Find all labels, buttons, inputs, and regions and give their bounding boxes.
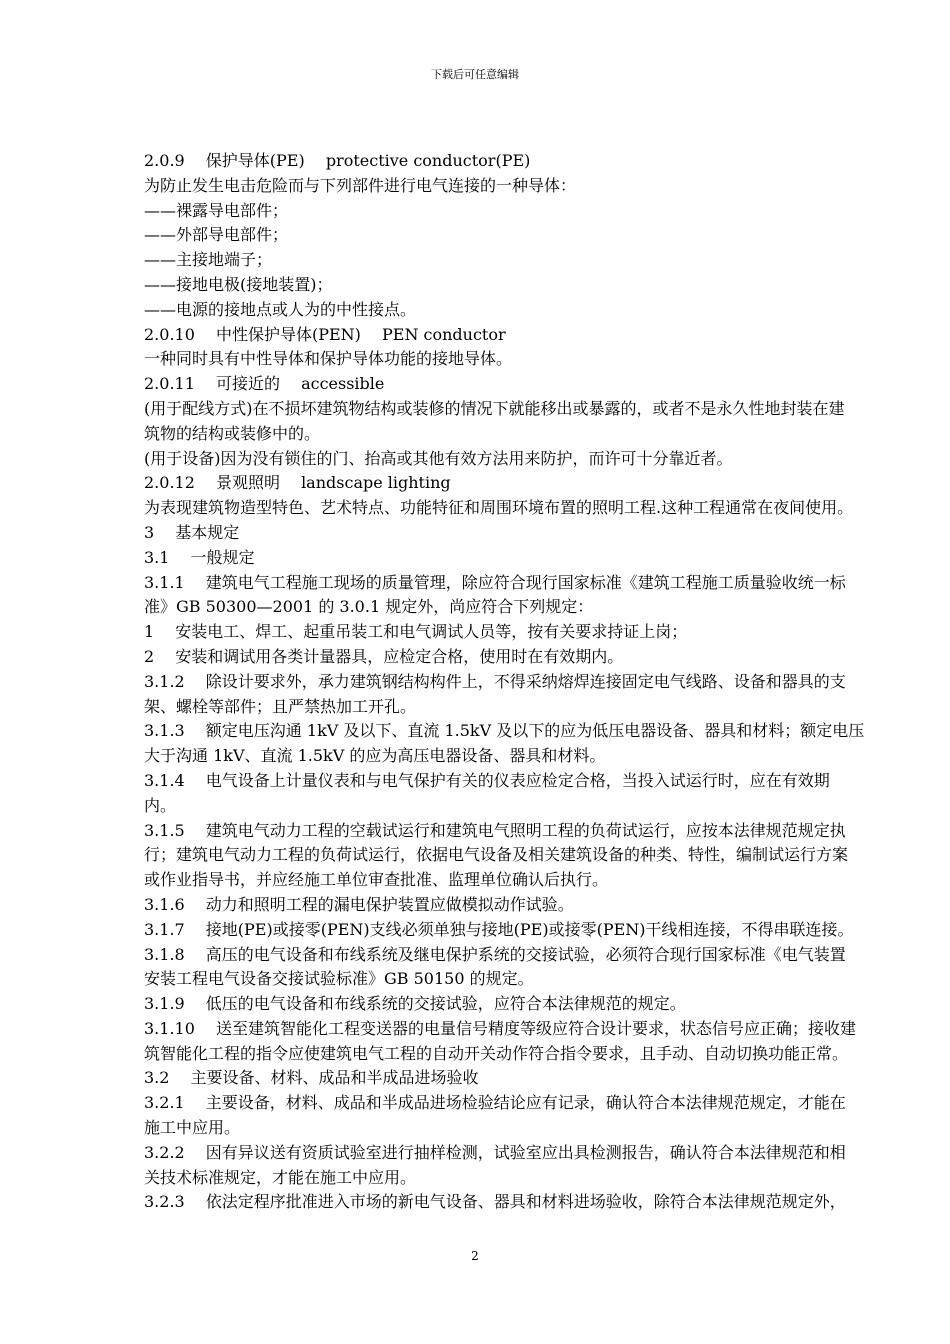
page-number: 2 — [471, 1249, 479, 1263]
text-line: 3.1.7 接地(PE)或接零(PEN)支线必须单独与接地(PE)或接零(PEN)干线相连接，不得串联连接。 — [144, 919, 854, 939]
text-line: 3.1.2 除设计要求外，承力建筑钢结构构件上，不得采纳熔焊连接固定电气线路、设备和器具的支 — [144, 671, 846, 691]
text-line: 为表现建筑物造型特色、艺术特点、功能特征和周围环境布置的照明工程.这种工程通常在夜间使用。 — [144, 498, 854, 518]
text-line: 3.2.3 依法定程序批准进入市场的新电气设备、器具和材料进场验收，除符合本法律规范规定外， — [144, 1192, 846, 1212]
text-line: 筑物的结构或装修中的。 — [144, 423, 321, 443]
text-line: 3.2.2 因有异议送有资质试验室进行抽样检测，试验室应出具检测报告，确认符合本法律规范和相 — [144, 1142, 846, 1162]
text-line: 1 安装电工、焊工、起重吊装工和电气调试人员等，按有关要求持证上岗； — [144, 622, 688, 642]
text-line: 2.0.12 景观照明 landscape lighting — [144, 473, 451, 493]
text-line: 行；建筑电气动力工程的负荷试运行，依据电气设备及相关建筑设备的种类、特性，编制试运行方案 — [144, 845, 849, 865]
text-line: (用于配线方式)在不损坏建筑物结构或装修的情况下就能移出或暴露的，或者不是永久性地封装在建 — [144, 398, 845, 418]
text-line: 2.0.11 可接近的 accessible — [144, 374, 385, 394]
text-line: 内。 — [144, 795, 177, 815]
text-line: 3.1.3 额定电压沟通 1kV 及以下、直流 1.5kV 及以下的应为低压电器设备、器具和材料；额定电压 — [144, 721, 865, 741]
text-line: 3.1.5 建筑电气动力工程的空载试运行和建筑电气照明工程的负荷试运行，应按本法律规范规定执 — [144, 820, 846, 840]
text-line: 3 基本规定 — [144, 522, 240, 542]
text-line: 筑智能化工程的指令应使建筑电气工程的自动开关动作符合指令要求，且手动、自动切换功能正常。 — [144, 1043, 849, 1063]
text-line: 3.1.9 低压的电气设备和布线系统的交接试验，应符合本法律规范的规定。 — [144, 994, 686, 1014]
text-line: ——接地电极(接地装置)； — [144, 274, 333, 294]
page-header: 下载后可任意编辑 — [431, 68, 519, 81]
text-line: 架、螺栓等部件；且严禁热加工开孔。 — [144, 696, 417, 716]
text-line: ——裸露导电部件； — [144, 200, 289, 220]
text-line: 一种同时具有中性导体和保护导体功能的接地导体。 — [144, 349, 513, 369]
text-line: ——电源的接地点或人为的中性接点。 — [144, 299, 417, 319]
text-line: 3.1.1 建筑电气工程施工现场的质量管理，除应符合现行国家标准《建筑工程施工质量验收统一标 — [144, 572, 846, 592]
text-line: 2.0.10 中性保护导体(PEN) PEN conductor — [144, 324, 506, 344]
text-line: 施工中应用。 — [144, 1118, 241, 1138]
text-line: 3.2.1 主要设备，材料、成品和半成品进场检验结论应有记录，确认符合本法律规范规定，才能在 — [144, 1093, 846, 1113]
text-line: 2.0.9 保护导体(PE) protective conductor(PE) — [144, 151, 531, 170]
text-line: (用于设备)因为没有锁住的门、抬高或其他有效方法用来防护，而许可十分靠近者。 — [144, 448, 733, 468]
text-line: 大于沟通 1kV、直流 1.5kV 的应为高压电器设备、器具和材料。 — [144, 746, 606, 766]
text-line: 3.1.10 送至建筑智能化工程变送器的电量信号精度等级应符合设计要求，状态信号应正确；接收建 — [144, 1018, 856, 1038]
text-line: 3.1 一般规定 — [144, 547, 255, 567]
document-body — [144, 149, 950, 1215]
text-line: 或作业指导书，并应经施工单位审查批准、监理单位确认后执行。 — [144, 870, 609, 890]
text-line: 3.2 主要设备、材料、成品和半成品进场验收 — [144, 1068, 479, 1088]
text-line: 安装工程电气设备交接试验标准》GB 50150 的规定。 — [144, 969, 534, 989]
text-line: 3.1.8 高压的电气设备和布线系统及继电保护系统的交接试验，必须符合现行国家标准《电气装置 — [144, 944, 846, 964]
text-line: 为防止发生电击危险而与下列部件进行电气连接的一种导体： — [144, 175, 577, 195]
text-line: 关技术标准规定，才能在施工中应用。 — [144, 1167, 417, 1187]
text-line: 2 安装和调试用各类计量器具，应检定合格，使用时在有效期内。 — [144, 646, 624, 666]
text-line: ——外部导电部件； — [144, 225, 289, 245]
text-line: ——主接地端子； — [144, 250, 273, 270]
text-line: 3.1.4 电气设备上计量仪表和与电气保护有关的仪表应检定合格，当投入试运行时，应在有效期 — [144, 770, 830, 790]
text-line: 3.1.6 动力和照明工程的漏电保护装置应做模拟动作试验。 — [144, 894, 574, 914]
text-line: 准》GB 50300—2001 的 3.0.1 规定外，尚应符合下列规定： — [144, 597, 594, 617]
